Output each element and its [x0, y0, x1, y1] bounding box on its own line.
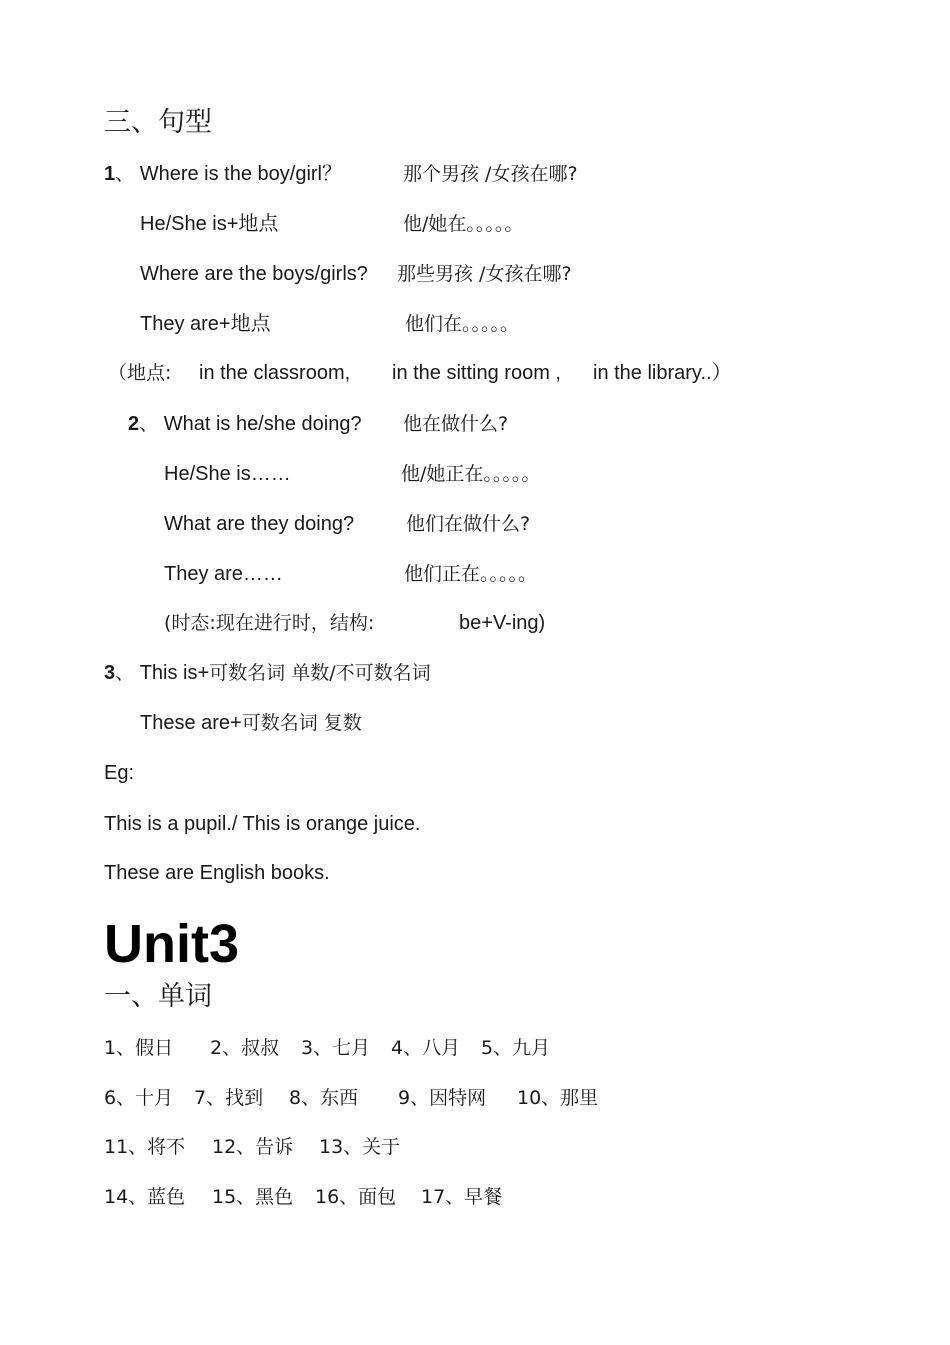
vocab-item: 1、假日 [104, 1037, 174, 1059]
item2-answer2-english: They are…… [164, 563, 283, 585]
item1-place-library: in the library..） [593, 362, 732, 384]
item2-a1-chinese-text: 他/她正在。。。。。 [401, 463, 541, 485]
item1-place-classroom: in the classroom, [199, 362, 351, 384]
vocab-item: 8、东西 [289, 1087, 359, 1109]
vocab-item: 2、叔叔 [210, 1037, 280, 1059]
example-sentence-2: These are English books. [104, 862, 330, 884]
item2-question1 [128, 411, 362, 437]
vocab-item: 16、面包 [315, 1186, 397, 1208]
vocab-item: 4、八月 [391, 1037, 461, 1059]
item3-line2 [140, 710, 362, 736]
unit3-vocabulary-heading: 一、单词 [104, 981, 212, 1012]
example-sentence-1: This is a pupil./ This is orange juice. [104, 813, 421, 835]
item2-tense-note [164, 610, 374, 636]
unit3-title: Unit3 [104, 914, 239, 974]
item1-answer1-chinese [403, 211, 523, 237]
item3-line1-english: This is+ [139, 662, 210, 684]
vocab-item: 7、找到 [194, 1087, 264, 1109]
example-label: Eg: [104, 762, 135, 784]
vocab-row-4 [104, 1184, 624, 1210]
vocab-row-1 [104, 1035, 704, 1061]
vocab-item: 5、九月 [481, 1037, 551, 1059]
vocab-item: 14、蓝色 [104, 1186, 186, 1208]
item2-question2-chinese [406, 511, 530, 537]
item1-question2-chinese [397, 261, 572, 287]
item1-places-open [108, 360, 171, 386]
vocab-item: 11、将不 [104, 1136, 186, 1158]
vocab-item: 6、十月 [104, 1087, 174, 1109]
item1-q1-english: Where is the boy/girl？ [139, 163, 342, 185]
item1-answer2-english: They are+地点 [140, 313, 271, 335]
vocab-item: 12、告诉 [212, 1136, 294, 1158]
vocab-row-2 [104, 1085, 724, 1111]
item3-separator: 、 [115, 662, 135, 684]
item2-answer1-english: He/She is…… [164, 463, 291, 485]
item2-separator: 、 [139, 413, 159, 435]
item1-answer1-english: He/She is+地点 [140, 213, 279, 235]
item1-q1-chinese-text: 那个男孩 /女孩在哪? [403, 163, 578, 185]
item1-answer2-chinese [405, 311, 519, 337]
item1-question1 [104, 161, 342, 187]
item2-q1-chinese-text: 他在做什么? [403, 413, 509, 435]
item1-a1-chinese-text: 他/她在。。。。。 [403, 213, 524, 235]
item2-number: 2 [128, 413, 140, 435]
item1-q1-chinese [403, 161, 578, 187]
item2-answer2-chinese [404, 561, 537, 587]
tense-note-text: (时态:现在进行时，结构: [164, 612, 375, 634]
item1-separator: 、 [115, 163, 135, 185]
item2-q2-chinese-text: 他们在做什么? [406, 513, 531, 535]
item3-number: 3 [104, 662, 116, 684]
places-label: （地点: [108, 362, 172, 384]
item2-answer1-chinese [401, 461, 540, 487]
item2-a2-chinese-text: 他们正在。。。。。 [404, 563, 538, 585]
item3-line2-chinese: 可数名词 复数 [241, 712, 362, 734]
item1-place-sitting-room: in the sitting room , [392, 362, 561, 384]
item1-q2-chinese-text: 那些男孩 /女孩在哪? [397, 263, 572, 285]
vocab-item: 13、关于 [319, 1136, 401, 1158]
item3-line1 [104, 660, 431, 686]
item3-line1-chinese: 可数名词 单数/不可数名词 [209, 662, 431, 684]
item2-tense-formula: be+V-ing) [459, 612, 546, 634]
vocab-item: 15、黑色 [212, 1186, 294, 1208]
vocab-item: 17、早餐 [421, 1186, 503, 1208]
item1-a2-chinese-text: 他们在。。。。。 [405, 313, 520, 335]
item2-question2-english: What are they doing? [164, 513, 355, 535]
item3-line2-english: These are+ [140, 712, 242, 734]
vocab-item: 10、那里 [517, 1087, 599, 1109]
item2-q1-chinese [403, 411, 508, 437]
section-heading-sentence-patterns: 三、句型 [104, 107, 212, 138]
item1-question2-english: Where are the boys/girls? [140, 263, 368, 285]
vocab-item: 3、七月 [301, 1037, 371, 1059]
vocab-row-3 [104, 1134, 524, 1160]
item1-number: 1 [104, 163, 116, 185]
item2-q1-english: What is he/she doing? [163, 413, 362, 435]
vocab-item: 9、因特网 [398, 1087, 487, 1109]
